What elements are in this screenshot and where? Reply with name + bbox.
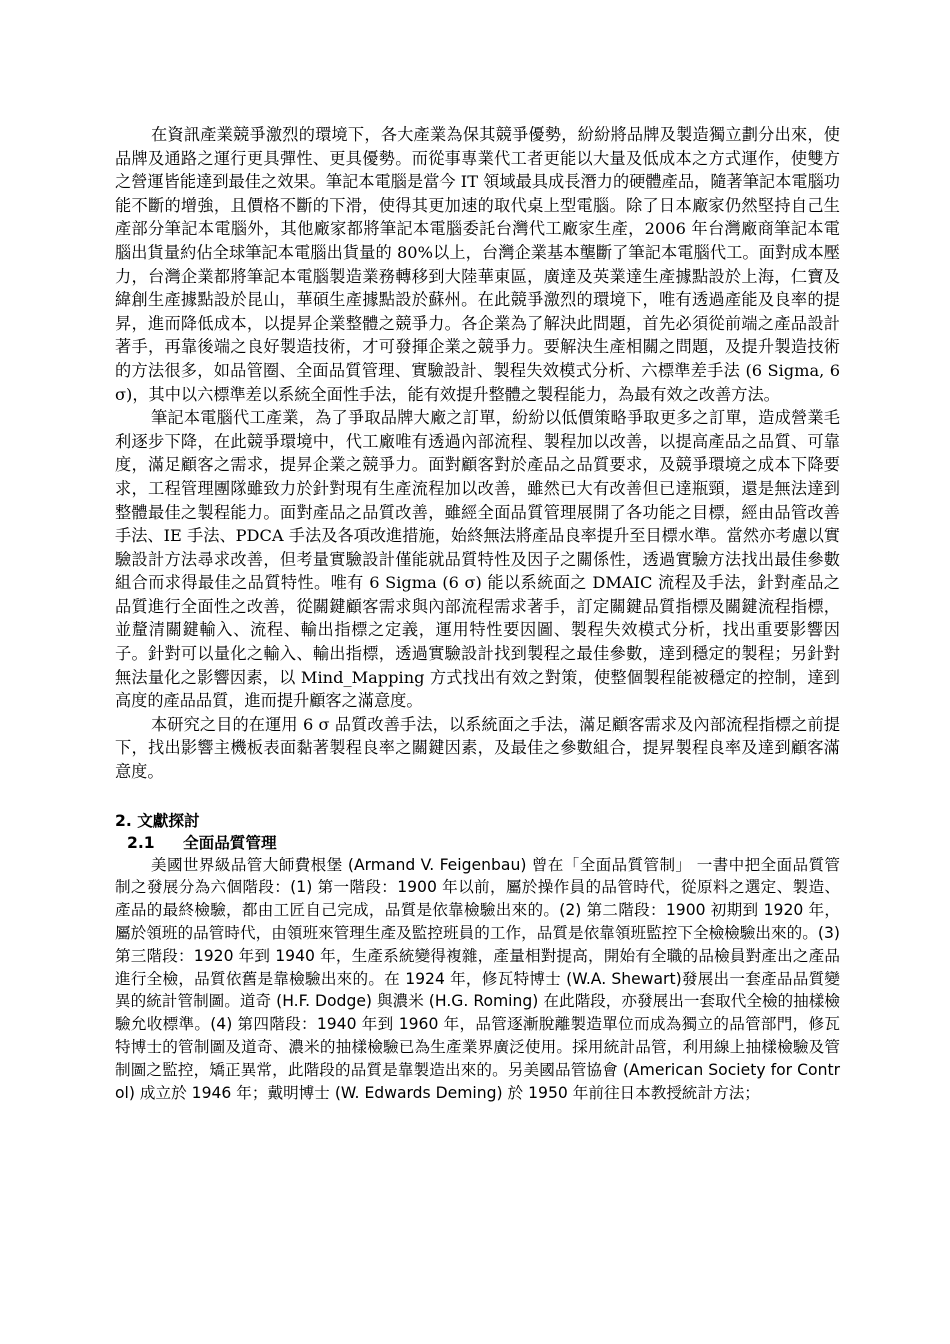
subsection-title: 全面品質管理: [183, 833, 277, 852]
subsection-number: 2.1: [127, 833, 155, 852]
body-paragraph-1: 在資訊產業競爭激烈的環境下，各大產業為保其競爭優勢，紛紛將品牌及製造獨立劃分出來，使品牌及通路之運行更具彈性、更具優勢。而從事專業代工者更能以大量及低成本之方式運作，使雙方之營運皆能達到最佳之效果。筆記本電腦是當今 IT 領域最具成長潛力的硬體產品，隨著筆記本電腦功能不斷的增強，且價格不斷的下滑，使得其更加速的取代桌上型電腦。除了日本廠家仍然堅持自己生產部分筆記本電腦外，其他廠家都將筆記本電腦委託台灣代工廠家生產，2006 年台灣廠商筆記本電腦出貨量約佔全球筆記本電腦出貨量的 80%以上，台灣企業基本壟斷了筆記本電腦代工。面對成本壓力，台灣企業都將筆記本電腦製造業務轉移到大陸華東區，廣達及英業達生產據點設於上海，仁寶及緯創生產據點設於昆山，華碩生產據點設於蘇州。在此競爭激烈的環境下，唯有透過產能及良率的提昇，進而降低成本，以提昇企業整體之競爭力。各企業為了解決此問題，首先必須從前端之產品設計著手，再靠後端之良好製造技術，才可發揮企業之競爭力。要解決生產相關之問題，及提升製造技術的方法很多，如品管圈、全面品質管理、實驗設計、製程失效模式分析、六標準差手法 (6 Sigma, 6 σ)，其中以六標準差以系統全面性手法，能有效提升整體之製程能力，為最有效之改善方法。: [115, 125, 840, 404]
subsection-heading: [115, 832, 840, 854]
section-heading: 2. 文獻探討: [115, 811, 200, 830]
section-paragraph: 美國世界級品管大師費根堡 (Armand V. Feigenbau) 曾在「全面品質管制」 一書中把全面品質管制之發展分為六個階段：(1) 第一階段：1900 年以前，屬於操作員的品管時代，從原料之選定、製造、產品的最終檢驗，都由工匠自己完成，品質是依靠檢驗出來的。(2) 第二階段：1900 初期到 1920 年，屬於領班的品管時代，由領班來管理生產及監控班員的工作，品質是依靠領班監控下全檢檢驗出來的。(3) 第三階段：1920 年到 1940 年，生產系統變得複雜，產量相對提高，開始有全職的品檢員對產出之產品進行全檢，品質依舊是靠檢驗出來的。在 1924 年，修瓦特博士 (W.A. Shewart)發展出一套產品品質變異的統計管制圖。道奇 (H.F. Dodge) 與濃米 (H.G. Roming) 在此階段，亦發展出一套取代全檢的抽樣檢驗允收標準。(4) 第四階段：1940 年到 1960 年，品管逐漸脫離製造單位而成為獨立的品管部門，修瓦特博士的管制圖及道奇、濃米的抽樣檢驗已為生產業界廣泛使用。採用統計品管，利用線上抽樣檢驗及管制圖之監控，矯正異常，此階段的品質是靠製造出來的。另美國品管協會 (American Society for Control) 成立於 1946 年；戴明博士 (W. Edwards Deming) 於 1950 年前往日本教授統計方法；: [115, 855, 840, 1102]
body-paragraph-3: 本研究之目的在運用 6 σ 品質改善手法，以系統面之手法，滿足顧客需求及內部流程指標之前提下，找出影響主機板表面黏著製程良率之關鍵因素，及最佳之參數組合，提昇製程良率及達到顧客滿意度。: [115, 714, 840, 782]
document-page: [115, 123, 840, 1104]
body-paragraph-2: 筆記本電腦代工產業，為了爭取品牌大廠之訂單，紛紛以低價策略爭取更多之訂單，造成營業毛利逐步下降，在此競爭環境中，代工廠唯有透過內部流程、製程加以改善，以提高產品之品質、可靠度，滿足顧客之需求，提昇企業之競爭力。面對顧客對於產品之品質要求，及競爭環境之成本下降要求，工程管理團隊雖致力於針對現有生產流程加以改善，雖然已大有改善但已達瓶頸，還是無法達到整體最佳之製程能力。面對產品之品質改善，雖經全面品質管理展開了各功能之目標，經由品管改善手法、IE 手法、PDCA 手法及各項改進措施，始終無法將產品良率提升至目標水準。當然亦考慮以實驗設計方法尋求改善，但考量實驗設計僅能就品質特性及因子之關係性，透過實驗方法找出最佳參數組合而求得最佳之品質特性。唯有 6 Sigma (6 σ) 能以系統面之 DMAIC 流程及手法，針對產品之品質進行全面性之改善，從關鍵顧客需求與內部流程需求著手，訂定關鍵品質指標及關鍵流程指標，並釐清關鍵輸入、流程、輸出指標之定義，運用特性要因圖、製程失效模式分析，找出重要影響因子。針對可以量化之輸入、輸出指標，透過實驗設計找到製程之最佳參數，達到穩定的製程；另針對無法量化之影響因素，以 Mind_Mapping 方式找出有效之對策，使整個製程能被穩定的控制，達到高度的產品品質，進而提升顧客之滿意度。: [115, 408, 840, 711]
